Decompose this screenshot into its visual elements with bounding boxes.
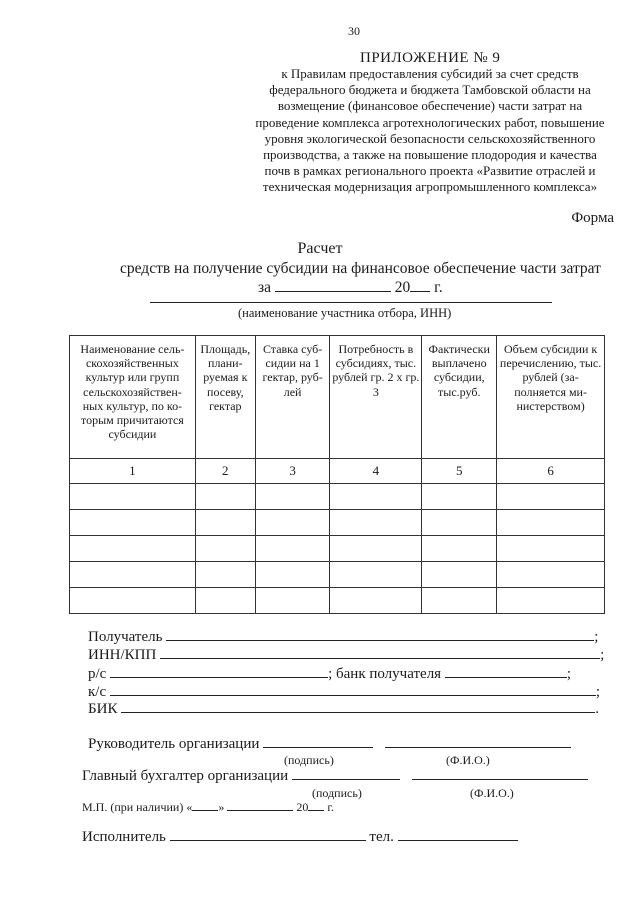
accountant-signature-field[interactable] <box>292 767 400 780</box>
rs-field[interactable] <box>110 665 328 678</box>
table-cell[interactable] <box>70 536 196 562</box>
head-line <box>88 735 571 753</box>
column-header: Потребность в субсидиях, тыс. рублей гр. 2 х гр. 3 <box>330 336 422 459</box>
subsidy-table <box>69 335 605 614</box>
head-label: Руководитель организации <box>88 736 260 752</box>
table-row <box>70 562 605 588</box>
table-cell[interactable] <box>195 562 255 588</box>
appendix-line: возмещение (финансовое обеспечение) части затрат на <box>277 98 583 114</box>
table-cell[interactable] <box>70 510 196 536</box>
table-row <box>70 588 605 614</box>
stamp-year-field[interactable] <box>308 800 324 811</box>
table-cell[interactable] <box>255 484 330 510</box>
column-header: Фактически выплачено субсидии, тыс.руб. <box>422 336 497 459</box>
table-cell[interactable] <box>422 588 497 614</box>
table-cell[interactable] <box>497 562 605 588</box>
inn-kpp-line: ИНН/КПП ; <box>88 647 605 663</box>
bank-label: ; банк получателя <box>328 666 442 682</box>
ks-line: к/с ; <box>88 684 601 700</box>
table-cell[interactable] <box>497 536 605 562</box>
appendix-text <box>250 66 610 196</box>
stamp-line <box>82 800 334 815</box>
head-fio-field[interactable] <box>385 735 571 748</box>
accountant-line <box>82 767 588 785</box>
period-field[interactable] <box>275 279 391 292</box>
executor-field[interactable] <box>170 828 366 841</box>
phone-field[interactable] <box>398 828 518 841</box>
period-line <box>258 279 443 297</box>
column-number: 1 <box>70 459 196 484</box>
table-cell[interactable] <box>330 484 422 510</box>
table-cell[interactable] <box>70 588 196 614</box>
appendix-line: почв в рамках регионального проекта «Развитие отраслей и <box>264 163 596 179</box>
column-number: 5 <box>422 459 497 484</box>
table-row <box>70 536 605 562</box>
table-cell[interactable] <box>255 510 330 536</box>
table-cell[interactable] <box>330 588 422 614</box>
page-number: 30 <box>348 24 360 38</box>
column-number: 4 <box>330 459 422 484</box>
appendix-line: уровня экологической безопасности сельскохозяйственного <box>264 130 596 146</box>
appendix-line: проведение комплекса агротехнологических работ, повышение <box>255 114 605 130</box>
table-cell[interactable] <box>422 510 497 536</box>
appendix-title: ПРИЛОЖЕНИЕ № 9 <box>360 50 501 66</box>
period-suffix: г. <box>434 279 443 296</box>
ks-field[interactable] <box>110 683 596 696</box>
bik-line: БИК . <box>88 701 599 717</box>
column-number: 3 <box>255 459 330 484</box>
inn-kpp-field[interactable] <box>160 646 600 659</box>
column-header: Наименование сель-скохозяйственных культур или групп сельскохозяйствен-ных культур, по ко-торым причитаются субсидии <box>70 336 196 459</box>
table-header-row <box>70 336 605 459</box>
column-number-row <box>70 459 605 484</box>
table-cell[interactable] <box>195 484 255 510</box>
table-row <box>70 484 605 510</box>
table-cell[interactable] <box>70 484 196 510</box>
column-number: 2 <box>195 459 255 484</box>
recipient-label: Получатель <box>88 629 163 645</box>
document-subtitle: средств на получение субсидии на финансовое обеспечение части затрат <box>120 260 601 277</box>
head-signature-field[interactable] <box>263 735 373 748</box>
table-cell[interactable] <box>70 562 196 588</box>
phone-label: тел. <box>369 829 394 845</box>
table-cell[interactable] <box>330 562 422 588</box>
bik-field[interactable] <box>121 700 595 713</box>
document-title: Расчет <box>297 240 343 257</box>
table-cell[interactable] <box>497 588 605 614</box>
bank-field[interactable] <box>445 665 567 678</box>
period-year: 20 <box>394 279 411 296</box>
participant-field[interactable] <box>150 302 552 303</box>
table-cell[interactable] <box>497 484 605 510</box>
table-cell[interactable] <box>195 588 255 614</box>
column-header: Ставка суб-сидии на 1 гектар, руб-лей <box>255 336 330 459</box>
table-row <box>70 510 605 536</box>
participant-caption: (наименование участника отбора, ИНН) <box>238 306 452 320</box>
stamp-year: 20 <box>296 800 309 814</box>
table-cell[interactable] <box>195 510 255 536</box>
stamp-year-suffix: г. <box>327 800 334 814</box>
column-header: Объем субсидии к перечислению, тыс. рублей (за-полняется ми-нистерством) <box>497 336 605 459</box>
account-line: р/с ; банк получателя ; <box>88 666 571 682</box>
form-label: Форма <box>571 210 614 226</box>
table-cell[interactable] <box>497 510 605 536</box>
table-cell[interactable] <box>195 536 255 562</box>
fio-caption: (Ф.И.О.) <box>470 786 514 800</box>
table-cell[interactable] <box>330 536 422 562</box>
stamp-label: М.П. (при наличии) « <box>82 800 193 814</box>
appendix-line: федерального бюджета и бюджета Тамбовской области на <box>269 82 591 98</box>
appendix-line: к Правилам предоставления субсидий за счет средств <box>281 66 579 81</box>
executor-label: Исполнитель <box>82 829 166 845</box>
fio-caption: (Ф.И.О.) <box>446 753 490 767</box>
signature-caption: (подпись) <box>284 753 334 767</box>
appendix-line: производства, а также на повышение плодородия и качества <box>263 147 597 163</box>
recipient-field[interactable] <box>166 628 594 641</box>
appendix-line: техническая модернизация агропромышленного комплекса» <box>262 179 598 195</box>
table-cell[interactable] <box>330 510 422 536</box>
table-cell[interactable] <box>255 588 330 614</box>
ks-label: к/с <box>88 684 107 700</box>
executor-line <box>82 828 518 846</box>
column-number: 6 <box>497 459 605 484</box>
signature-caption: (подпись) <box>312 786 362 800</box>
column-header: Площадь, плани-руемая к посеву, гектар <box>195 336 255 459</box>
table-cell[interactable] <box>255 562 330 588</box>
stamp-close: » <box>218 800 225 814</box>
period-prefix: за <box>258 279 272 296</box>
stamp-month-field[interactable] <box>227 800 293 811</box>
stamp-day-field[interactable] <box>192 800 218 811</box>
table-cell[interactable] <box>422 484 497 510</box>
bik-label: БИК <box>88 701 118 717</box>
table-cell[interactable] <box>422 562 497 588</box>
table-cell[interactable] <box>422 536 497 562</box>
table-cell[interactable] <box>255 536 330 562</box>
accountant-label: Главный бухгалтер организации <box>82 768 289 784</box>
rs-label: р/с <box>88 666 107 682</box>
accountant-fio-field[interactable] <box>412 767 588 780</box>
year-field[interactable] <box>410 279 430 292</box>
inn-kpp-label: ИНН/КПП <box>88 647 157 663</box>
recipient-line: Получатель ; <box>88 629 599 645</box>
